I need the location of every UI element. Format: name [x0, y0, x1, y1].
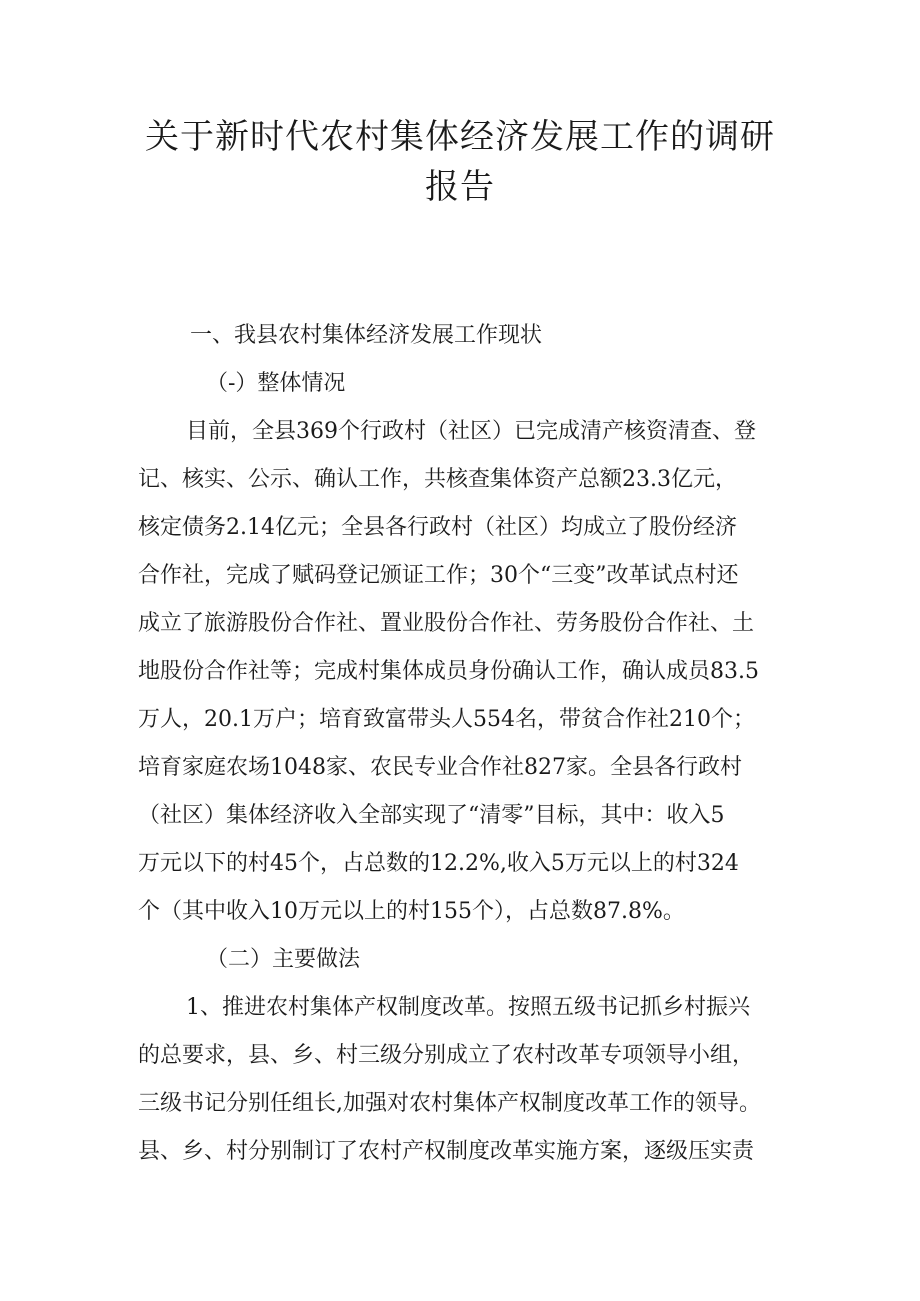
paragraph-line: 万人，20.1万户；培育致富带头人554名，带贫合作社210个； — [138, 707, 755, 732]
document-body — [138, 312, 782, 1176]
document-title-line-1: 关于新时代农村集体经济发展工作的调研 — [145, 117, 775, 157]
paragraph-overall-situation — [138, 408, 782, 936]
document-title — [138, 112, 782, 212]
paragraph-line: 个（其中收入10万元以上的村155个），占总数87.8%。 — [138, 899, 685, 924]
section-heading: 一、我县农村集体经济发展工作现状 — [190, 323, 543, 348]
paragraph-line: 合作社，完成了赋码登记颁证工作；30个“三变”改革试点村还 — [138, 563, 739, 588]
paragraph-line: 成立了旅游股份合作社、置业股份合作社、劳务股份合作社、土 — [138, 611, 755, 636]
paragraph-property-reform — [138, 984, 782, 1176]
paragraph-line: 1、推进农村集体产权制度改革。按照五级书记抓乡村振兴 — [186, 995, 750, 1020]
paragraph-line: 地股份合作社等；完成村集体成员身份确认工作，确认成员83.5 — [138, 659, 759, 684]
paragraph-line: 万元以下的村45个，占总数的12.2%,收入5万元以上的村324 — [138, 851, 739, 876]
paragraph-line: 县、乡、村分别制订了农村产权制度改革实施方案，逐级压实责 — [138, 1139, 755, 1164]
paragraph-line: 记、核实、公示、确认工作，共核查集体资产总额23.3亿元， — [138, 467, 737, 492]
paragraph-line: 目前，全县369个行政村（社区）已完成清产核资清查、登 — [186, 419, 756, 444]
document-title-line-2: 报告 — [425, 167, 495, 207]
paragraph-line: 三级书记分别任组长,加强对农村集体产权制度改革工作的领导。 — [138, 1091, 761, 1116]
paragraph-line: 核定债务2.14亿元；全县各行政村（社区）均成立了股份经济 — [138, 515, 737, 540]
paragraph-line: 培育家庭农场1048家、农民专业合作社827家。全县各行政村 — [138, 755, 742, 780]
subsection-heading-overall: （-）整体情况 — [206, 371, 346, 396]
paragraph-line: 的总要求，县、乡、村三级分别成立了农村改革专项领导小组， — [138, 1043, 755, 1068]
subsection-heading-main-practices: （二）主要做法 — [206, 947, 361, 972]
paragraph-line: （社区）集体经济收入全部实现了“清零”目标，其中：收入5 — [138, 803, 725, 828]
